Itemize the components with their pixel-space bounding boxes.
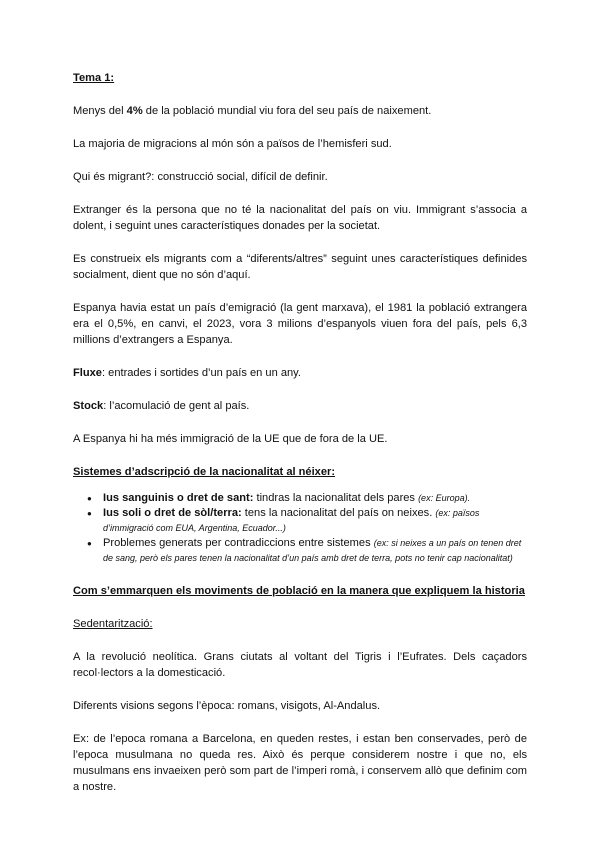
list-item-note: (ex: Europa).: [418, 493, 471, 503]
term-stock: Stock: [73, 400, 104, 412]
paragraph-spain-emigration: Espanya havia estat un país d’emigració (la gent marxava), el 1981 la població extrangera era el 0,5%, en canvi, el 2023, vora 3 milions d’espanyols viuen fora del país, pels 6,3 millions d’extrangers a Espanya.: [73, 302, 527, 346]
paragraph-eu-immigration: A Espanya hi ha més immigració de la UE que de fora de la UE.: [73, 433, 388, 445]
paragraph-south: La majoria de migracions al món són a països de l’hemisferi sud.: [73, 138, 392, 150]
list-item-text: Problemes generats per contradiccions entre sistemes: [103, 537, 374, 549]
paragraph-population-post: de la població mundial viu fora del seu país de naixement.: [142, 105, 432, 117]
paragraph-population-pre: Menys del: [73, 105, 127, 117]
list-item: [103, 491, 527, 506]
paragraph-neolithic: A la revolució neolítica. Grans ciutats al voltant del Tigris i l’Eufrates. Dels caçadors recol·lectors a la domesticació.: [73, 651, 527, 679]
paragraph-who-migrant: Qui és migrant?: construcció social, difícil de definir.: [73, 171, 328, 183]
term-flux: Fluxe: [73, 367, 102, 379]
list-item: [103, 506, 527, 536]
paragraph-example-barcelona: Ex: de l’epoca romana a Barcelona, en queden restes, i estan ben conservades, però de l’epoca musulmana no queda res. Això és perque considerem nostre i que no, els musulmans ens invaeixen però som part de l’imperi romà, i conservem allò que definim com a nostre.: [73, 733, 527, 793]
list-item-text: tens la nacionalitat del país on neixes.: [241, 507, 436, 519]
list-item-term: Ius soli o dret de sòl/terra:: [103, 507, 242, 519]
paragraph-flux: [73, 365, 527, 381]
paragraph-visions: Diferents visions segons l’època: romans, visigots, Al-Andalus.: [73, 700, 381, 712]
section-heading-movements: Com s’emmarquen els moviments de població en la manera que expliquem la historia: [73, 585, 525, 597]
paragraph-population: [73, 103, 527, 119]
paragraph-stock: [73, 398, 527, 414]
page-title: Tema 1:: [73, 72, 115, 84]
list-item-note: (ex: si neixes a un país on tenen dret de sang, però els pares tenen la nacionalitat d’un país amb dret de terra, pots no tenir cap nacionalitat): [103, 538, 522, 563]
definition-flux: : entrades i sortides d’un país en un any.: [101, 367, 301, 379]
list-item-note: (ex: països d’immigració com EUA, Argentina, Ecuador...): [103, 508, 480, 533]
section-heading-nationality: Sistemes d’adscripció de la nacionalitat al néixer:: [73, 466, 336, 478]
subheading-sedentarization: Sedentarització:: [73, 618, 153, 630]
list-item: [103, 536, 527, 566]
definition-stock: : l’acomulació de gent al país.: [103, 400, 250, 412]
list-item-term: Ius sanguinis o dret de sant:: [103, 492, 254, 504]
paragraph-construction: Es construeix els migrants com a “diferents/altres” seguint unes característiques definides socialment, dient que no són d’aquí.: [73, 253, 527, 281]
list-item-text: tindras la nacionalitat dels pares: [253, 492, 419, 504]
paragraph-population-percent: 4%: [126, 105, 143, 117]
paragraph-foreigner: Extranger és la persona que no té la nacionalitat del país on viu. Immigrant s’associa a dolent, i seguint unes característiques donades per la societat.: [73, 204, 527, 232]
nationality-systems-list: [73, 491, 527, 566]
